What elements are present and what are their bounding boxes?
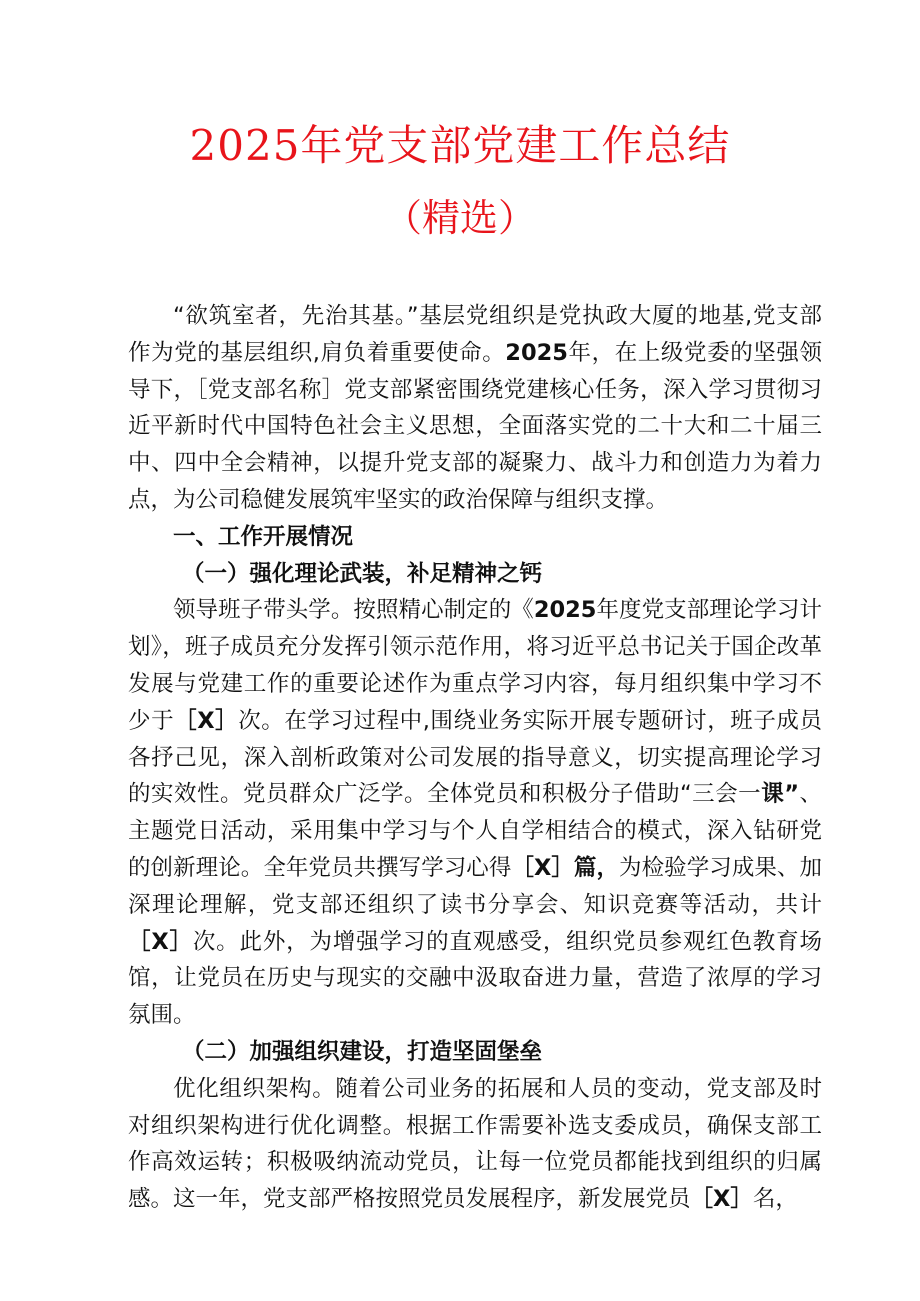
document-subtitle: （精选） (383, 196, 536, 240)
intro-paragraph: “欲筑室者，先治其基。”基层党组织是党执政大厦的地基,党支部作为党的基层组织,肩负着重要使命。2025年，在上级党委的坚强领导下，［党支部名称］党支部紧密围绕党建核心任务，深入学习贯彻习近平新时代中国特色社会主义思想，全面落实党的二十大和二十届三中、四中全会精神，以提升党支部的凝聚力、战斗力和创造力为着力点，为公司稳健发展筑牢坚实的政治保障与组织支撑。 (128, 303, 822, 513)
subsection-heading: （二）加强组织建设，打造坚固堡垒 (182, 1038, 543, 1065)
section2-paragraph: 优化组织架构。随着公司业务的拓展和人员的变动，党支部及时对组织架构进行优化调整。根据工作需要补选支委成员，确保支部工作高效运转；积极吸纳流动党员，让每一位党员都能找到组织的归属感。这一年，党支部严格按照党员发展程序，新发展党员［X］名， (128, 1075, 822, 1213)
section1-paragraph: 领导班子带头学。按照精心制定的《2025年度党支部理论学习计划》，班子成员充分发挥引领示范作用，将习近平总书记关于国企改革发展与党建工作的重要论述作为重点学习内容，每月组织集中学习不少于［X］次。在学习过程中,围绕业务实际开展专题研讨，班子成员各抒己见，深入剖析政策对公司发展的指导意义，切实提高理论学习的实效性。党员群众广泛学。全体党员和积极分子借助“三会一课”、主题党日活动，采用集中学习与个人自学相结合的模式，深入钻研党的创新理论。全年党员共撰写学习心得［X］篇，为检验学习成果、加深理论理解，党支部还组织了读书分享会、知识竞赛等活动，共计［X］次。此外，为增强学习的直观感受，组织党员参观红色教育场馆，让党员在历史与现实的交融中汲取奋进力量，营造了浓厚的学习氛围。 (128, 597, 822, 1029)
section-heading: 一、工作开展情况 (173, 523, 354, 550)
document-body (128, 298, 822, 1218)
subsection-heading: （一）强化理论武装，补足精神之钙 (182, 560, 543, 587)
document-title: 2025年党支部党建工作总结 (189, 121, 731, 170)
